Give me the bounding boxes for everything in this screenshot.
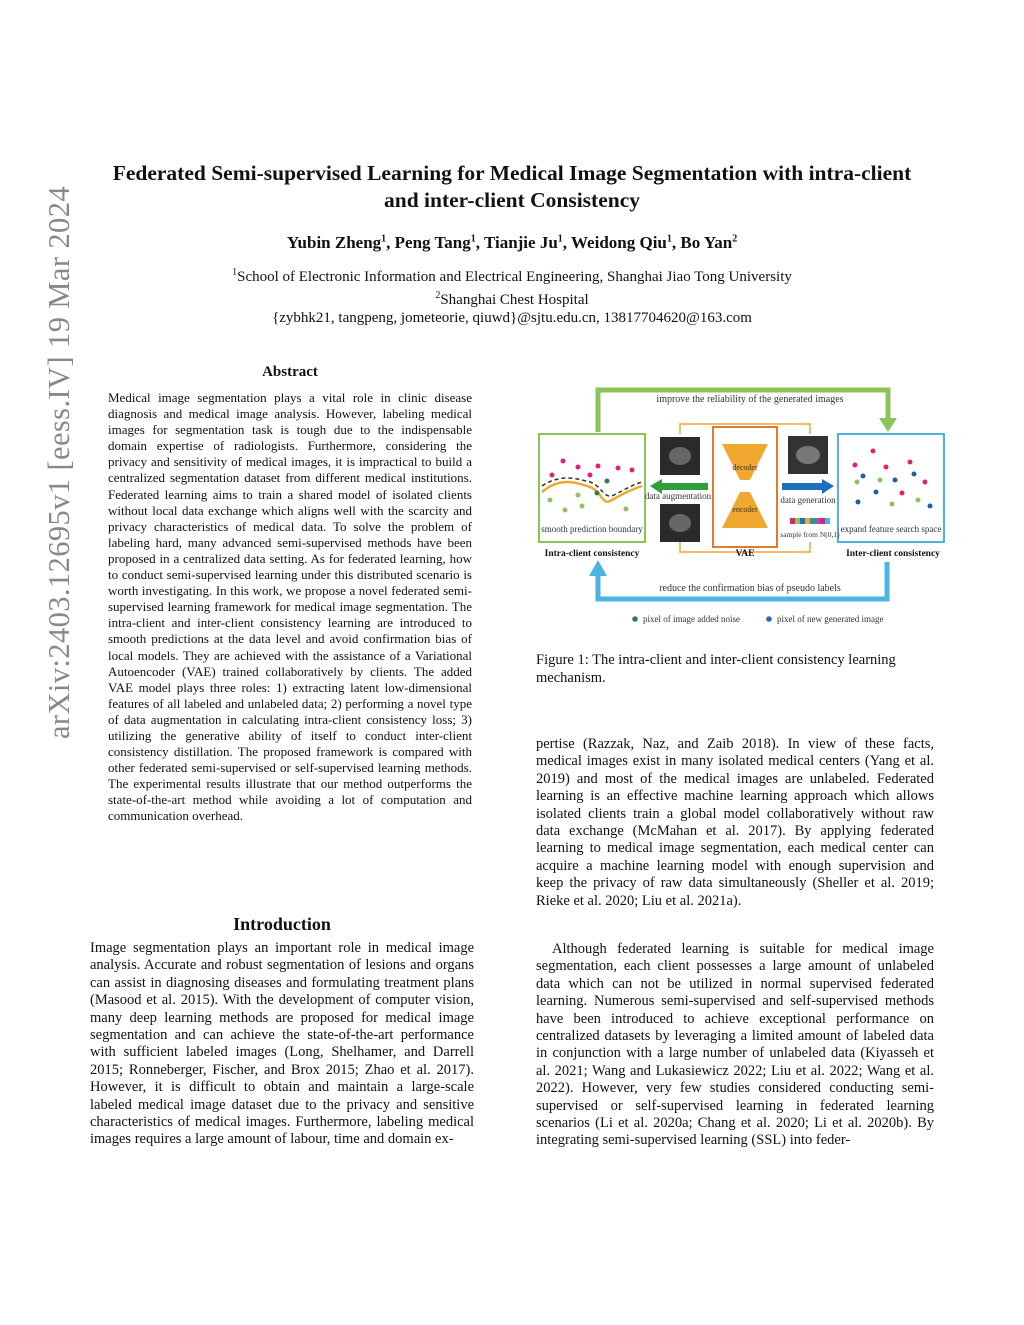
arxiv-identifier: arXiv:2403.12695v1 [eess.IV] 19 Mar 2024 <box>42 185 76 740</box>
legend-generated-marker <box>766 616 772 622</box>
right-paragraph-2: Although federated learning is suitable for medical image segmentation, each client possesses a large amount of unlabeled data which can not be utilized in normal supervised federated learning. Numerous semi-supervised and self-supervised methods have been introduced to achieve exceptional performance on centralized datasets by leveraging a limited amount of labeled data in conjunction with a large number of unlabeled data (Kiyasseh et al. 2021; Wang and Lukasiewicz 2022; Liu et al. 2022; Wang et al. 2022). However, very few studies considered conducting semi-supervised or self-supervised learning in federated learning scenarios (Li et al. 2020a; Chang et al. 2020; Li et al. 2020b). By integrating semi-supervised learning (SSL) into feder- <box>536 941 934 1149</box>
affiliations <box>100 264 924 328</box>
intro-paragraph-1: Image segmentation plays an important role in medical image analysis. Accurate and robust segmentation of lesions and organs can assist in diagnosing diseases and formulating treatment plans (Masood et al. 2015). With the development of computer vision, many deep learning methods are proposed for medical image segmentation and can achieve the state-of-the-art performance with sufficient labeled images (Long, Shelhamer, and Darrell 2015; Ronneberger, Fischer, and Brox 2015; Zhao et al. 2017). However, it is difficult to obtain and maintain a large-scale labeled medical image dataset due to the privacy and sensitive characteristics of medical images. Furthermore, labeling medical images requires a large amount of labour, time and domain ex- <box>90 940 474 1148</box>
legend-noise-marker <box>632 616 638 622</box>
author-2: Peng Tang$^1$, <box>394 233 484 252</box>
top-arrow-label: improve the reliability of the generated images <box>656 394 844 405</box>
generation-arrow <box>782 479 834 494</box>
author-3: Tianjie Ju$^1$, <box>483 233 571 252</box>
introduction-heading: Introduction <box>233 914 331 934</box>
figure-1-diagram <box>530 382 950 632</box>
left-box-label: smooth prediction boundary <box>541 524 643 534</box>
sample-label: sample from N(0,1) <box>780 530 840 539</box>
bottom-arrowhead <box>589 560 607 576</box>
abstract-text: Medical image segmentation plays a vital role in clinic disease diagnosis and medical image analysis. However, labeling medical images for segmentation task is tough due to the indispensable domain expertise of radiologists. Furthermore, considering the privacy and sensitivity of medical images, it is impractical to build a centralized segmentation dataset from different medical institutions. Federated learning aims to train a shared model of isolated clients without local data exchange which aligns well with the scarcity and privacy characteristics of medical data. To solve the problem of labeling hard, many advanced semi-supervised methods have been proposed in a centralized data setting. As for federated learning, how to conduct semi-supervised learning under this distributed scenario is worth investigating. In this work, we propose a novel federated semi-supervised learning framework for medical image segmentation. The intra-client and inter-client consistency learning are introduced to smooth predictions at the data level and avoid confirmation bias of local models. They are achieved with the assistance of a Variational Autoencoder (VAE) trained collaboratively by clients. The added VAE model plays three roles: 1) extracting latent low-dimensional features of all labeled and unlabeled data; 2) performing a novel type of data augmentation in calculating intra-client consistency loss; 3) utilizing the generative ability of itself to conduct inter-client consistency distillation. The proposed framework is compared with other federated semi-supervised or self-supervised learning methods. The experimental results illustrate that our method outperforms the state-of-the-art method while avoiding a lot of computation and communication overhead. <box>108 390 472 824</box>
top-arrowhead <box>879 418 897 432</box>
paper-title: Federated Semi-supervised Learning for Medical Image Segmentation with intra-client and inter-client Consistency <box>112 161 912 212</box>
inter-client-title: Inter-client consistency <box>846 549 940 559</box>
author-4: Weidong Qiu$^1$, <box>570 233 681 252</box>
legend-noise-label: pixel of image added noise <box>643 614 740 624</box>
author-list <box>100 233 924 253</box>
author-5: Bo Yan$^2$ <box>680 233 738 252</box>
image-texture <box>796 446 820 464</box>
bottom-arrow-label: reduce the confirmation bias of pseudo labels <box>659 583 841 594</box>
image-texture <box>669 447 691 465</box>
author-emails: {zybhk21, tangpeng, jometeorie, qiuwd}@sjtu.edu.cn, 13817704620@163.com <box>272 310 752 326</box>
right-paragraph-1: pertise (Razzak, Naz, and Zaib 2018). In view of these facts, medical images exist in many isolated medical centers (Yang et al. 2019) and most of the medical images are unlabeled. Federated learning is an effective machine learning approach which allows isolated clients train a global model collaboratively without raw data exchange (McMahan et al. 2017). By applying federated learning to medical image segmentation, each medical center can acquire a machine learning model with enough supervision and keep the privacy of raw data simultaneously (Sheller et al. 2019; Rieke et al. 2020; Liu et al. 2021a). <box>536 736 934 909</box>
latent-sample-strip <box>790 518 830 524</box>
affiliation-2: $^2$Shanghai Chest Hospital <box>435 289 589 308</box>
noise-point <box>605 479 610 484</box>
figure-1-caption: Figure 1: The intra-client and inter-client consistency learning mechanism. <box>536 652 896 686</box>
data-augmentation-label: data augmentation <box>644 491 712 501</box>
right-box-label: expand feature search space <box>840 524 942 534</box>
data-generation-label: data generation <box>780 495 836 505</box>
intra-client-title: Intra-client consistency <box>544 549 640 559</box>
image-texture <box>669 514 691 532</box>
encoder-label: encoder <box>732 505 758 514</box>
legend-generated-label: pixel of new generated image <box>777 614 884 624</box>
noise-point <box>595 491 600 496</box>
abstract-heading: Abstract <box>262 364 318 380</box>
vae-title: VAE <box>735 549 755 559</box>
author-1: Yubin Zheng$^1$, <box>286 233 395 252</box>
decoder-label: decoder <box>732 463 758 472</box>
affiliation-1: $^1$School of Electronic Information and Electrical Engineering, Shanghai Jiao Tong University <box>232 267 792 285</box>
